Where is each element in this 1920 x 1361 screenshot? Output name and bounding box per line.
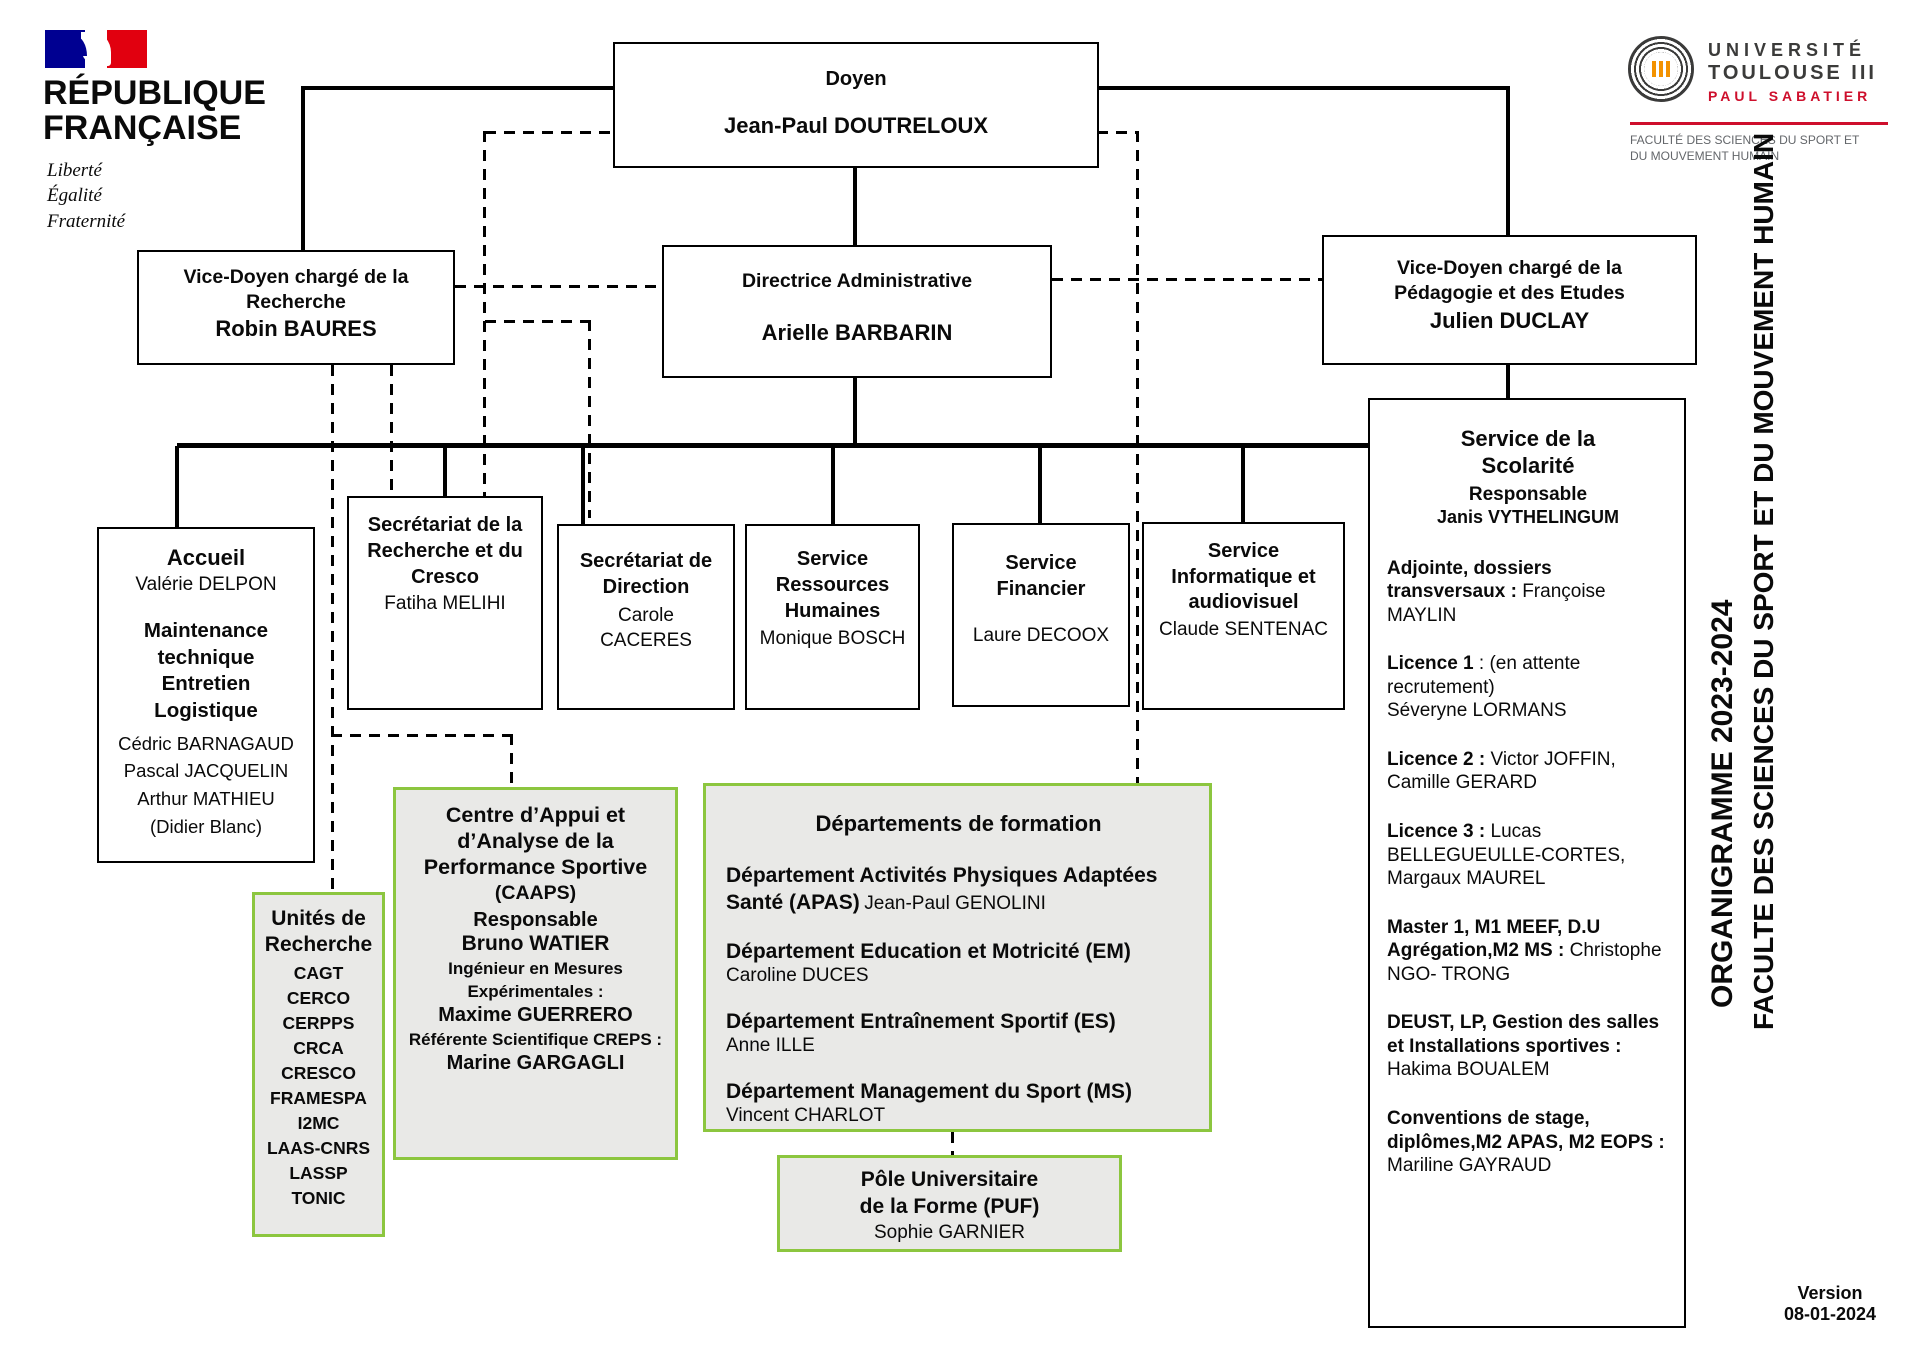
vice-doyen-pedagogie-box bbox=[1322, 235, 1697, 365]
departement-name: Département Activités Physiques Adaptées Santé (APAS) bbox=[726, 864, 1158, 915]
departement-name: Département Management du Sport (MS) bbox=[726, 1080, 1133, 1104]
unite-item: CRESCO bbox=[281, 1063, 356, 1084]
service-financier-person: Laure DECOOX bbox=[972, 625, 1110, 646]
secretariat-direction-box bbox=[557, 524, 735, 710]
service-financier-box bbox=[952, 523, 1130, 707]
scolarite-entry bbox=[1387, 1011, 1669, 1082]
directrice-name: Arielle BARBARIN bbox=[761, 320, 953, 345]
caaps-name3: Marine GARGAGLI bbox=[446, 1052, 625, 1074]
caaps-role1: Responsable bbox=[473, 909, 598, 932]
service-informatique-box bbox=[1142, 522, 1345, 710]
dashed-caaps-h bbox=[331, 734, 513, 737]
dashed-sec-direction-v bbox=[588, 320, 591, 518]
dashed-doyen-right-h bbox=[1097, 131, 1139, 134]
departement-name: Département Education et Motricité (EM) bbox=[726, 939, 1131, 963]
scolarite-entry bbox=[1387, 652, 1669, 723]
puf-box bbox=[777, 1155, 1122, 1252]
unite-item: CAGT bbox=[293, 963, 344, 984]
scolarite-subtitle: Responsable bbox=[1468, 483, 1588, 505]
accueil-box bbox=[97, 527, 315, 863]
staff-member: (Didier Blanc) bbox=[149, 815, 263, 837]
vdp-title2: Pédagogie et des Etudes bbox=[1394, 282, 1625, 305]
connector-doyen-right-v bbox=[1506, 86, 1510, 235]
scolarite-header bbox=[1387, 426, 1669, 528]
connector-drop-accueil bbox=[175, 446, 179, 527]
vdr-name: Robin BAURES bbox=[215, 315, 377, 341]
vdr-title1: Vice-Doyen chargé de la bbox=[183, 266, 409, 288]
scolarite-entry bbox=[1387, 557, 1669, 628]
departement-person: Jean-Paul GENOLINI bbox=[864, 893, 1046, 915]
entry-value: Christophe NGO- TRONG bbox=[1387, 940, 1662, 985]
unites-list bbox=[255, 961, 382, 1211]
departement-person: Anne ILLE bbox=[726, 1035, 815, 1057]
scolarite-entry bbox=[1387, 820, 1669, 891]
motto-egalite: Égalité bbox=[47, 185, 102, 207]
motto-liberte: Liberté bbox=[47, 160, 102, 182]
connector-drop-sec-direction bbox=[581, 446, 585, 526]
version-date: 08-01-2024 bbox=[1783, 1304, 1877, 1324]
unite-item: FRAMESPA bbox=[270, 1088, 367, 1109]
connector-doyen-right-h bbox=[1097, 86, 1510, 90]
connector-doyen-directrice bbox=[853, 166, 857, 245]
sec-direction-person: Carole CACERES bbox=[600, 605, 692, 651]
connector-drop-sec-recherche bbox=[443, 446, 447, 498]
service-rh-person: Monique BOSCH bbox=[759, 628, 906, 649]
staff-member: Arthur MATHIEU bbox=[137, 788, 275, 810]
puf-person: Sophie GARNIER bbox=[873, 1221, 1025, 1243]
connector-doyen-left-v bbox=[301, 86, 305, 250]
unites-recherche-box bbox=[252, 892, 385, 1237]
dashed-directrice-vdp bbox=[1052, 278, 1323, 281]
secretariat-recherche-box bbox=[347, 496, 543, 710]
service-info-person: Claude SENTENAC bbox=[1159, 618, 1328, 640]
directrice-title: Directrice Administrative bbox=[741, 270, 973, 292]
entry-label: Licence 1 bbox=[1387, 653, 1474, 675]
ut3-wordmark bbox=[1708, 40, 1877, 104]
ut3-universite: UNIVERSITÉ bbox=[1708, 40, 1867, 60]
scolarite-box bbox=[1368, 398, 1686, 1328]
puf-title2: de la Forme (PUF) bbox=[859, 1194, 1040, 1218]
unite-item: LAAS-CNRS bbox=[266, 1138, 371, 1159]
organigramme-vertical-title: ORGANIGRAMME 2023-2024 bbox=[1706, 599, 1739, 1008]
entry-value: Lucas BELLEGUEULLE-CORTES, Margaux MAUREL bbox=[1387, 821, 1626, 890]
accueil-title: Accueil bbox=[166, 545, 246, 570]
dashed-vdr-directrice bbox=[455, 285, 663, 288]
departement-item bbox=[726, 862, 1191, 917]
unite-item: CERCO bbox=[286, 988, 351, 1009]
caaps-role3: Référente Scientifique CREPS : bbox=[408, 1030, 663, 1050]
dashed-doyen-left-h bbox=[485, 131, 615, 134]
entry-label: Master 1, M1 MEEF, D.U Agrégation,M2 MS : bbox=[1387, 916, 1601, 962]
unites-title2: Recherche bbox=[264, 932, 373, 956]
departement-name: Département Entraînement Sportif (ES) bbox=[726, 1009, 1116, 1033]
entry-value: Hakima BOUALEM bbox=[1387, 1059, 1550, 1081]
sec-direction-title: Secrétariat de Direction bbox=[579, 550, 713, 598]
doyen-name: Jean-Paul DOUTRELOUX bbox=[723, 113, 989, 138]
unite-item: I2MC bbox=[297, 1113, 340, 1134]
accueil-subtitle bbox=[99, 618, 313, 725]
caaps-title: Centre d’Appui et d’Analyse de la Performance Sportive bbox=[423, 803, 648, 879]
scolarite-entry bbox=[1387, 916, 1669, 987]
scolarite-responsable: Janis VYTHELINGUM bbox=[1436, 506, 1620, 527]
departement-item bbox=[726, 1078, 1191, 1127]
puf-title1: Pôle Universitaire bbox=[860, 1168, 1039, 1191]
dashed-vdr-unites bbox=[331, 365, 334, 892]
unites-title1: Unités de bbox=[271, 907, 366, 930]
dashed-branch-h bbox=[485, 320, 591, 323]
service-rh-box bbox=[745, 524, 920, 710]
accueil-sub3: Entretien bbox=[161, 672, 251, 696]
vdr-title2: Recherche bbox=[246, 290, 346, 313]
scolarite-entry bbox=[1387, 1107, 1669, 1178]
unite-item: CERPPS bbox=[282, 1013, 355, 1034]
ut3-bar-icon bbox=[1659, 61, 1663, 77]
dashed-departements-puf bbox=[951, 1132, 954, 1155]
staff-member: Pascal JACQUELIN bbox=[123, 760, 289, 782]
connector-doyen-left-h bbox=[303, 86, 615, 90]
ut3-divider bbox=[1630, 122, 1888, 125]
sec-recherche-title: Secrétariat de la Recherche et du Cresco bbox=[367, 514, 523, 588]
connector-drop-rh bbox=[831, 446, 835, 526]
motto-fraternite: Fraternité bbox=[47, 210, 126, 232]
version-block bbox=[1745, 1283, 1915, 1325]
departement-person: Caroline DUCES bbox=[726, 964, 869, 986]
entry-value: Mariline GAYRAUD bbox=[1387, 1155, 1552, 1177]
service-rh-title: Service Ressources Humaines bbox=[775, 548, 890, 622]
entry-label: Adjointe, dossiers transversaux : bbox=[1387, 557, 1552, 603]
dashed-caaps-v bbox=[510, 734, 513, 787]
ut3-faculty-line2: DU MOUVEMENT HUMAIN bbox=[1630, 148, 1780, 163]
staff-member: Cédric BARNAGAUD bbox=[118, 732, 294, 754]
ut3-bar-icon bbox=[1666, 61, 1670, 77]
entry-value2: Séveryne LORMANS bbox=[1387, 700, 1567, 722]
ut3-bar-icon bbox=[1652, 61, 1656, 77]
unite-item: LASSP bbox=[289, 1163, 348, 1184]
republique-line2: FRANÇAISE bbox=[43, 108, 242, 147]
departement-item bbox=[726, 1008, 1191, 1057]
vice-doyen-recherche-box bbox=[137, 250, 455, 365]
caaps-acronym: (CAAPS) bbox=[494, 882, 577, 905]
entry-label: Licence 2 : bbox=[1387, 748, 1486, 770]
accueil-sub2: technique bbox=[157, 645, 255, 669]
scolarite-title1: Service de la bbox=[1460, 426, 1596, 451]
caaps-box bbox=[393, 787, 678, 1160]
caaps-name2: Maxime GUERRERO bbox=[438, 1004, 633, 1027]
accueil-staff bbox=[99, 730, 313, 841]
service-info-title: Service Informatique et audiovisuel bbox=[1171, 540, 1316, 614]
ut3-faculty-line1: FACULTÉ DES SCIENCES DU SPORT ET bbox=[1630, 133, 1860, 147]
departement-person: Vincent CHARLOT bbox=[726, 1105, 886, 1127]
ut3-toulouse: TOULOUSE III bbox=[1708, 62, 1877, 84]
vdp-title1: Vice-Doyen chargé de la bbox=[1396, 257, 1623, 279]
republique-francaise-logo bbox=[43, 30, 303, 234]
caaps-title-block bbox=[406, 803, 665, 906]
ut3-paul-sabatier: PAUL SABATIER bbox=[1708, 88, 1872, 104]
connector-directrice-bus bbox=[853, 376, 857, 445]
connector-vdp-scolarite bbox=[1506, 365, 1510, 400]
faculte-vertical-title: FACULTE DES SCIENCES DU SPORT ET DU MOUVEMENT HUMAIN bbox=[1748, 132, 1779, 1030]
doyen-box bbox=[613, 42, 1099, 168]
connector-drop-informatique bbox=[1241, 446, 1245, 524]
entry-label: Conventions de stage, diplômes,M2 APAS, M2 EOPS : bbox=[1387, 1107, 1665, 1153]
caaps-name1: Bruno WATIER bbox=[461, 932, 610, 956]
departements-box bbox=[703, 783, 1212, 1132]
entry-value: Françoise MAYLIN bbox=[1387, 581, 1606, 626]
version-label: Version bbox=[1797, 1283, 1863, 1303]
dashed-departements-v bbox=[1136, 131, 1139, 783]
entry-value: Victor JOFFIN, Camille GERARD bbox=[1387, 748, 1616, 794]
unite-item: TONIC bbox=[291, 1188, 346, 1209]
ut3-faculty bbox=[1630, 133, 1859, 164]
dashed-vdr-sec-recherche bbox=[390, 365, 393, 496]
scolarite-entry bbox=[1387, 748, 1669, 795]
entry-value: : (en attente recrutement) bbox=[1387, 653, 1581, 698]
dashed-left-v bbox=[483, 131, 486, 496]
departement-item bbox=[726, 938, 1191, 987]
connector-bus bbox=[177, 443, 1368, 448]
directrice-administrative-box bbox=[662, 245, 1052, 378]
accueil-sub4: Logistique bbox=[154, 698, 258, 722]
accueil-sub1: Maintenance bbox=[143, 619, 269, 642]
motto bbox=[47, 158, 303, 233]
scolarite-title2: Scolarité bbox=[1481, 452, 1575, 478]
sec-recherche-person: Fatiha MELIHI bbox=[384, 593, 506, 614]
entry-label: Licence 3 : bbox=[1387, 821, 1486, 843]
service-financier-title: Service Financier bbox=[996, 552, 1086, 600]
unite-item: CRCA bbox=[293, 1038, 344, 1059]
vdp-name: Julien DUCLAY bbox=[1429, 307, 1590, 333]
republique-line1: RÉPUBLIQUE bbox=[43, 74, 266, 112]
caaps-role2: Ingénieur en Mesures Expérimentales : bbox=[448, 959, 623, 1002]
flag-red-band bbox=[107, 30, 147, 68]
connector-drop-financier bbox=[1038, 446, 1042, 525]
doyen-title: Doyen bbox=[825, 68, 887, 90]
french-flag-icon bbox=[45, 30, 147, 68]
departements-title: Départements de formation bbox=[815, 811, 1102, 836]
accueil-person: Valérie DELPON bbox=[135, 574, 277, 595]
entry-label: DEUST, LP, Gestion des salles et Installations sportives : bbox=[1387, 1012, 1660, 1057]
ut3-emblem-center bbox=[1644, 52, 1678, 86]
